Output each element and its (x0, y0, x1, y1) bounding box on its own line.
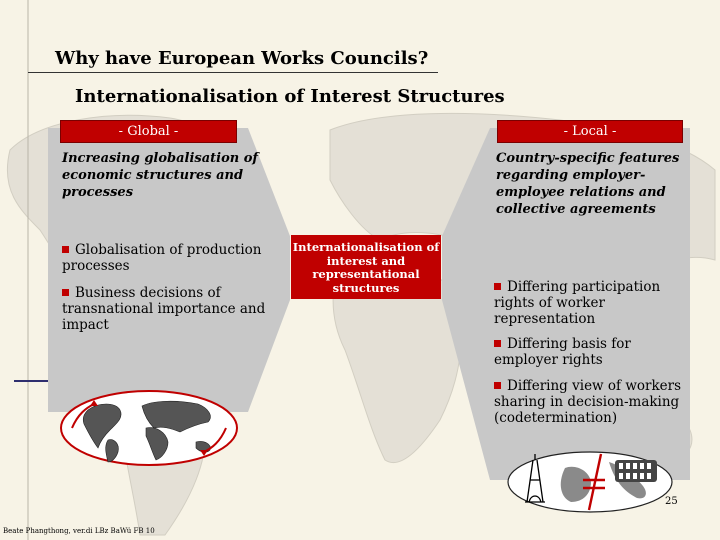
local-bullet-1-text: Differing participation rights of worker representation (494, 279, 661, 327)
center-box: Internationalisation of interest and representational structures (291, 235, 441, 299)
page-number: 25 (665, 496, 678, 507)
local-tab: - Local - (497, 120, 683, 143)
global-bullet-1-text: Globalisation of production processes (62, 242, 262, 274)
local-bullet-2 (494, 336, 699, 368)
global-bullet-2-text: Business decisions of transnational importance and impact (62, 285, 266, 333)
slide-title: Why have European Works Councils? (55, 48, 429, 69)
global-bullet-2 (62, 285, 277, 333)
local-bullet-2-text: Differing basis for employer rights (494, 336, 631, 368)
local-bullet-1 (494, 279, 699, 327)
eiffel-tower-colosseum-icon (505, 448, 675, 514)
footer-credit: Beate Phangthong, ver.di LBz BaWü FB 10 (3, 527, 155, 535)
colosseum-icon (615, 460, 657, 482)
slide-subtitle: Internationalisation of Interest Structures (75, 86, 505, 107)
bullet-square-icon (494, 382, 501, 389)
bullet-square-icon (62, 289, 69, 296)
bullet-square-icon (494, 283, 501, 290)
local-bullet-3 (494, 378, 704, 426)
local-description: Country-specific features regarding employer-employee relations and collective agreements (496, 151, 680, 217)
local-bullet-3-text: Differing view of workers sharing in decision-making (codetermination) (494, 378, 682, 426)
bullet-square-icon (494, 340, 501, 347)
title-underline (28, 72, 438, 73)
bullet-square-icon (62, 246, 69, 253)
world-map-icon (58, 388, 240, 468)
global-description: Increasing globalisation of economic structures and processes (62, 151, 259, 200)
global-tab: - Global - (60, 120, 237, 143)
global-bullet-1 (62, 242, 277, 274)
